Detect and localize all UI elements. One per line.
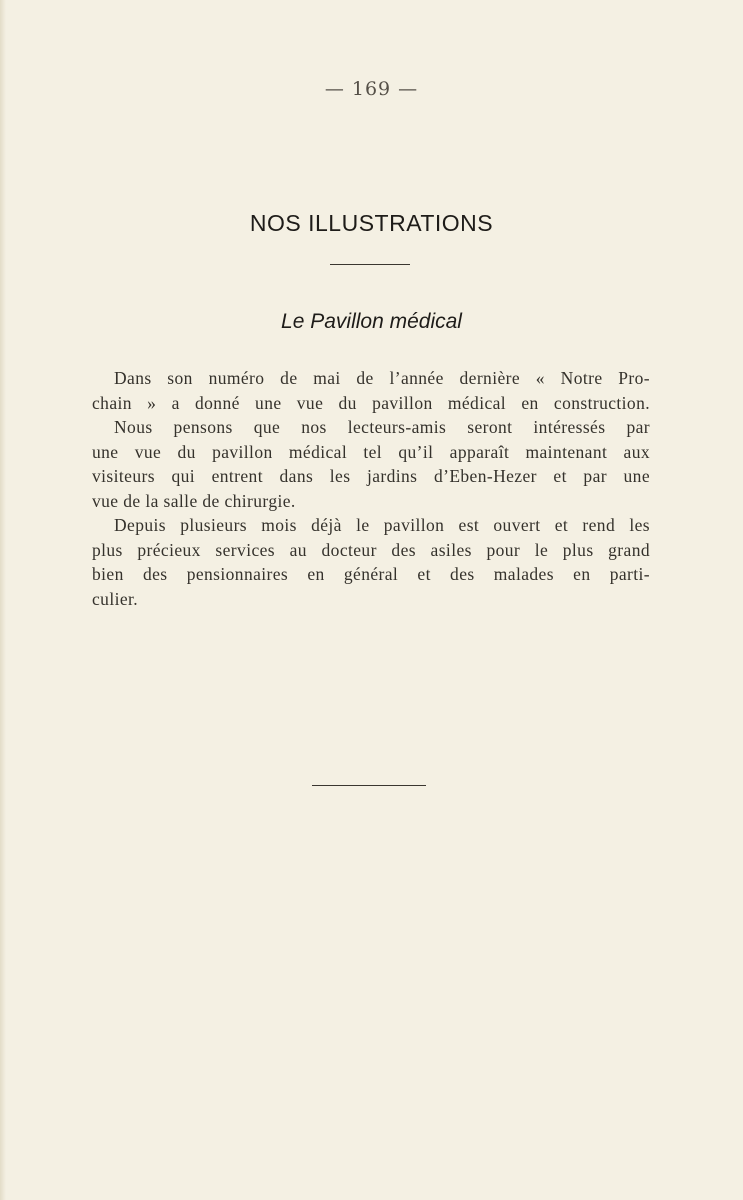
section-subtitle: Le Pavillon médical [281, 310, 462, 333]
text-line: Depuis plusieurs mois déjà le pavillon est ouvert et rend les [114, 515, 650, 535]
text-line: visiteurs qui entrent dans les jardins d’Eben-Hezer et par une [92, 466, 650, 486]
page-number: — 169 — [324, 78, 419, 100]
title-divider [330, 264, 410, 265]
end-divider [312, 785, 426, 786]
text-line: Dans son numéro de mai de l’année dernière « Notre Pro- [114, 368, 650, 388]
text-line: chain » a donné une vue du pavillon médical en construction. [92, 392, 650, 413]
text-line: vue de la salle de chirurgie. [92, 490, 296, 511]
text-line: plus précieux services au docteur des asiles pour le plus grand [92, 539, 650, 560]
text-line: une vue du pavillon médical tel qu’il apparaît maintenant aux [92, 441, 650, 462]
page-title: NOS ILLUSTRATIONS [249, 210, 494, 236]
page-edge [0, 0, 6, 1200]
text-line: culier. [92, 588, 139, 609]
text-line: Nous pensons que nos lecteurs-amis seront intéressés par [114, 417, 650, 437]
text-line: bien des pensionnaires en général et des malades en parti- [92, 564, 650, 584]
body-text [92, 366, 650, 611]
